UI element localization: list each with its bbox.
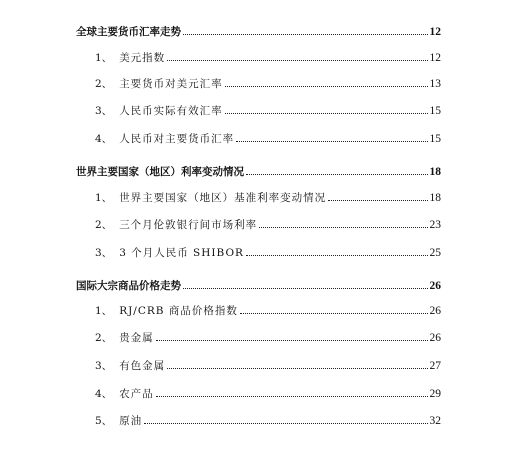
dot-leader (246, 174, 428, 175)
toc-item[interactable] (95, 104, 441, 118)
item-label: 3 个月人民币 SHIBOR (119, 247, 244, 259)
dot-leader (167, 368, 427, 369)
dot-leader (183, 288, 428, 289)
dot-leader (240, 313, 428, 314)
item-number: 2、 (95, 332, 113, 344)
toc-section-1[interactable] (76, 25, 441, 39)
page-number: 12 (429, 52, 441, 64)
dot-leader (156, 396, 428, 397)
page-number: 13 (429, 78, 441, 90)
toc-item[interactable] (95, 414, 441, 428)
dot-leader (144, 423, 427, 424)
item-label: 三个月伦敦银行间市场利率 (119, 219, 258, 231)
dot-leader (167, 60, 427, 61)
toc-section-2[interactable] (76, 165, 441, 179)
item-label: 贵金属 (119, 332, 154, 344)
toc-item[interactable] (95, 387, 441, 401)
page-number: 26 (429, 280, 441, 292)
toc-item[interactable] (95, 51, 441, 65)
page-number: 23 (429, 219, 441, 231)
item-number: 3、 (95, 360, 113, 372)
item-label: 有色金属 (119, 360, 166, 372)
item-number: 1、 (95, 192, 113, 204)
item-number: 2、 (95, 78, 113, 90)
item-label: 原油 (119, 415, 143, 427)
page-number: 18 (429, 192, 441, 204)
section-title: 全球主要货币汇率走势 (76, 26, 181, 38)
page-number: 15 (429, 133, 441, 145)
dot-leader (156, 340, 428, 341)
item-label: 农产品 (119, 388, 154, 400)
dot-leader (236, 141, 427, 142)
item-number: 3、 (95, 247, 113, 259)
item-number: 3、 (95, 105, 113, 117)
item-label: 世界主要国家（地区）基准利率变动情况 (119, 192, 327, 204)
toc-item[interactable] (95, 77, 441, 91)
page-number: 27 (429, 360, 441, 372)
section-title: 世界主要国家（地区）利率变动情况 (76, 166, 244, 178)
page-number: 18 (429, 166, 441, 178)
dot-leader (225, 113, 428, 114)
page-number: 12 (429, 26, 441, 38)
item-label: 主要货币对美元汇率 (119, 78, 223, 90)
dot-leader (225, 86, 428, 87)
item-number: 4、 (95, 388, 113, 400)
toc-item[interactable] (95, 218, 441, 232)
dot-leader (259, 227, 427, 228)
item-number: 4、 (95, 133, 113, 145)
toc-section-3[interactable] (76, 279, 441, 293)
item-number: 1、 (95, 305, 113, 317)
page-number: 29 (429, 388, 441, 400)
item-label: RJ/CRB 商品价格指数 (119, 305, 238, 317)
section-title: 国际大宗商品价格走势 (76, 280, 181, 292)
toc-item[interactable] (95, 132, 441, 146)
page-number: 15 (429, 105, 441, 117)
item-number: 5、 (95, 415, 113, 427)
item-number: 2、 (95, 219, 113, 231)
item-label: 人民币实际有效汇率 (119, 105, 223, 117)
dot-leader (183, 34, 428, 35)
page-number: 26 (429, 332, 441, 344)
page-number: 32 (429, 415, 441, 427)
dot-leader (246, 255, 428, 256)
toc-item[interactable] (95, 246, 441, 260)
toc-item[interactable] (95, 304, 441, 318)
toc-item[interactable] (95, 359, 441, 373)
item-label: 人民币对主要货币汇率 (119, 133, 235, 145)
toc-item[interactable] (95, 331, 441, 345)
item-number: 1、 (95, 52, 113, 64)
page-number: 25 (429, 247, 441, 259)
page-number: 26 (429, 305, 441, 317)
toc-item[interactable] (95, 191, 441, 205)
item-label: 美元指数 (119, 52, 166, 64)
dot-leader (328, 200, 427, 201)
